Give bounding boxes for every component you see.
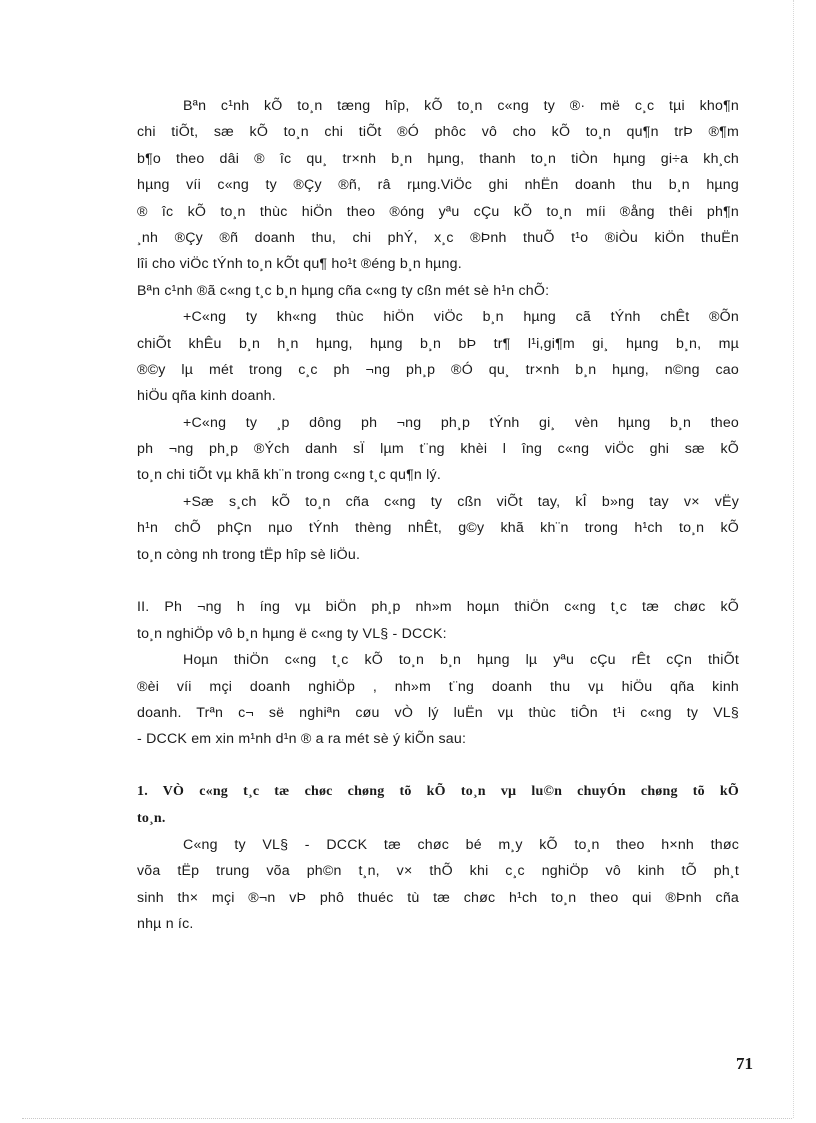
document-body <box>137 93 739 938</box>
text-line: to¸n nghiÖp vô b¸n hµng ë c«ng ty VL§ - DCCK: <box>137 625 447 642</box>
text-line: võa tËp trung võa ph©n t¸n, v× thÕ khi c¸c nghiÖp vô kinh tÕ ph¸t <box>137 863 739 880</box>
text-line: Bªn c¹nh ®ã c«ng t¸c b¸n hµng cña c«ng ty cßn mét sè h¹n chÕ: <box>137 282 550 299</box>
page-number: 71 <box>736 1054 753 1073</box>
text-line: ph ¬ng ph¸p ®Ých danh sÏ lµm t¨ng khèi l îng c«ng viÖc ghi sæ kÕ <box>137 441 739 458</box>
text-line: Hoµn thiÖn c«ng t¸c kÕ to¸n b¸n hµng lµ yªu cÇu rÊt cÇn thiÕt <box>183 652 739 669</box>
text-line: ®èi víi mçi doanh nghiÖp , nh»m t¨ng doanh thu vµ hiÖu qña kinh <box>137 678 739 695</box>
text-line: +C«ng ty ¸p dông ph ¬ng ph¸p tÝnh gi¸ vèn hµng b¸n theo <box>183 414 739 431</box>
text-line: to¸n còng nh trong tËp hîp sè liÖu. <box>137 546 361 563</box>
text-line: ® îc kÕ to¸n thùc hiÖn theo ®óng yªu cÇu kÕ to¸n míi ®ång thêi ph¶n <box>137 203 739 220</box>
paragraph-limitation-handwritten-books <box>137 489 739 568</box>
text-line: to¸n chi tiÕt vµ khã kh¨n trong c«ng t¸c qu¶n lý. <box>137 467 441 484</box>
paragraph-sales-accounting-overview <box>137 93 739 278</box>
text-line: to¸n. <box>137 810 166 826</box>
paragraph-limitations-intro <box>137 278 739 304</box>
paragraph-accounting-organization <box>137 832 739 938</box>
text-line: hiÖu qña kinh doanh. <box>137 388 276 405</box>
text-line: lîi cho viÖc tÝnh to¸n kÕt qu¶ ho¹t ®éng b¸n hµng. <box>137 256 462 273</box>
text-line: nhµ n íc. <box>137 916 194 933</box>
text-line: 1. VÒ c«ng t¸c tæ chøc chøng tõ kÕ to¸n vµ lu©n chuyÓn chøng tõ kÕ <box>137 784 739 800</box>
text-line: chiÕt khÊu b¸n h¸n hµng, hµng b¸n bÞ tr¶ l¹i,gi¶m gi¸ hµng b¸n, mµ <box>137 335 739 352</box>
text-line: ¸nh ®Çy ®ñ doanh thu, chi phÝ, x¸c ®Þnh thuÕ t¹o ®iÒu kiÖn thuËn <box>137 229 739 246</box>
paragraph-spacer <box>137 753 739 779</box>
subsection-heading-1 <box>137 779 739 832</box>
text-line: doanh. Trªn c¬ së nghiªn cøu vÒ lý luËn vµ thùc tiÔn t¹i c«ng ty VL§ <box>137 704 739 721</box>
text-line: b¶o theo dâi ® îc qu¸ tr×nh b¸n hµng, thanh to¸n tiÒn hµng gi÷a kh¸ch <box>137 150 739 167</box>
text-line: chi tiÕt, sæ kÕ to¸n chi tiÕt ®Ó phôc vô cho kÕ to¸n qu¶n trÞ ®¶m <box>137 124 739 141</box>
paragraph-limitation-discounts <box>137 304 739 410</box>
text-line: Bªn c¹nh kÕ to¸n tæng hîp, kÕ to¸n c«ng ty ®· më c¸c tµi kho¶n <box>183 98 739 114</box>
paragraph-limitation-costing-method <box>137 410 739 489</box>
paragraph-improvement-intro <box>137 647 739 753</box>
text-line: - DCCK em xin m¹nh d¹n ® a ra mét sè ý kiÕn sau: <box>137 731 467 748</box>
text-line: +Sæ s¸ch kÕ to¸n cña c«ng ty cßn viÕt tay, kÎ b»ng tay v× vËy <box>183 493 739 510</box>
text-line: +C«ng ty kh«ng thùc hiÖn viÖc b¸n hµng cã tÝnh chÊt ®Õn <box>183 309 739 326</box>
paragraph-spacer <box>137 568 739 594</box>
right-margin-divider <box>793 0 794 1118</box>
text-line: hµng víi c«ng ty ®Çy ®ñ, râ rµng.ViÖc ghi nhËn doanh thu b¸n hµng <box>137 177 739 194</box>
section-heading-ii <box>137 594 739 647</box>
text-line: C«ng ty VL§ - DCCK tæ chøc bé m¸y kÕ to¸n theo h×nh thøc <box>183 836 739 853</box>
footer-divider <box>22 1118 792 1119</box>
text-line: sinh th× mçi ®¬n vÞ phô thuéc tù tæ chøc h¹ch to¸n theo qui ®Þnh cña <box>137 889 739 906</box>
text-line: ®©y lµ mét trong c¸c ph ¬ng ph¸p ®Ó qu¸ tr×nh b¸n hµng, n©ng cao <box>137 361 739 378</box>
text-line: h¹n chÕ phÇn nµo tÝnh thèng nhÊt, g©y khã kh¨n trong h¹ch to¸n kÕ <box>137 520 739 537</box>
text-line: II. Ph ¬ng h íng vµ biÖn ph¸p nh»m hoµn thiÖn c«ng t¸c tæ chøc kÕ <box>137 599 739 616</box>
